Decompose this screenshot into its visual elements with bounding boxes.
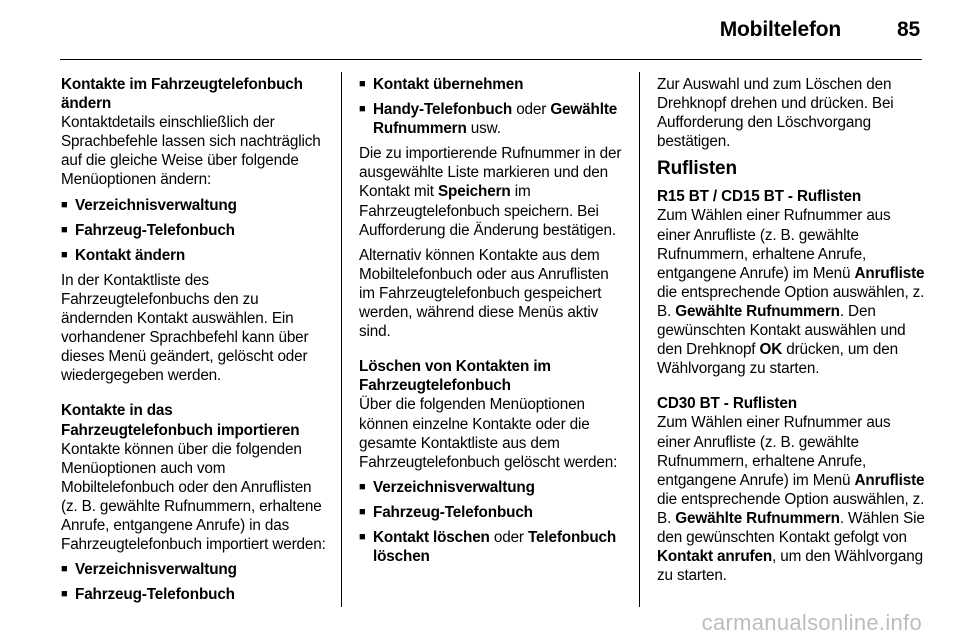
paragraph: In der Kontaktliste des Fahrzeugtelefonbuchs den zu ändernden Kontakt auswählen. Ein vorhandener Sprachbefehl kann über dieses Menü geändert, gelöscht oder wiedergegeben werden. — [61, 271, 309, 385]
bullet-square-icon: ■ — [359, 505, 366, 518]
list-item: ■ Fahrzeug-Telefonbuch — [61, 586, 235, 604]
heading-edit-contacts: Kontakte im Fahrzeugtelefonbuch ändern — [61, 76, 303, 113]
column-divider-1 — [341, 72, 342, 607]
bullet-square-icon: ■ — [359, 530, 366, 543]
heading-cd30-bt: CD30 BT - Ruflisten — [657, 395, 797, 413]
page-header — [720, 18, 920, 42]
list-item: ■ Verzeichnisverwaltung — [61, 196, 237, 214]
paragraph: Kontakte können über die folgenden Menüoptionen auch vom Mobiltelefonbuch oder den Anruflisten (z. B. gewählte Rufnummern, erhaltene Anrufe, entgangene Anrufe) in das Fahrzeugtelefonbuch importiert werden: — [61, 440, 326, 554]
list-item: ■ Fahrzeug-Telefonbuch — [61, 221, 235, 239]
list-item: ■ Kontakt löschen oder Telefonbuch löschen — [359, 528, 617, 566]
paragraph: Kontaktdetails einschließlich der Sprachbefehle lassen sich nachträglich auf die gleiche Weise über folgende Menüoptionen ändern: — [61, 114, 321, 189]
paragraph: Zur Auswahl und zum Löschen den Drehknopf drehen und drücken. Bei Aufforderung den Löschvorgang bestätigen. — [657, 76, 894, 151]
paragraph: Über die folgenden Menüoptionen können einzelne Kontakte oder die gesamte Kontaktliste aus dem Fahrzeugtelefonbuch gelöscht werden: — [359, 396, 618, 471]
bullet-square-icon: ■ — [359, 103, 366, 116]
bullet-square-icon: ■ — [359, 480, 366, 493]
heading-r15-bt: R15 BT / CD15 BT - Ruflisten — [657, 188, 862, 206]
column-divider-2 — [639, 72, 640, 607]
paragraph: Die zu importierende Rufnummer in der ausgewählte Liste markieren und den Kontakt mit Speichern im Fahrzeugtelefonbuch speichern. Bei Aufforderung die Änderung bestätigen. — [359, 145, 622, 239]
list-item: ■ Kontakt übernehmen — [359, 76, 524, 93]
heading-delete-contacts: Löschen von Kontakten im Fahrzeugtelefonbuch — [359, 358, 551, 395]
column-3 — [657, 75, 925, 591]
list-item: ■ Verzeichnisverwaltung — [61, 561, 237, 579]
bullet-square-icon: ■ — [61, 588, 68, 601]
paragraph: Zum Wählen einer Rufnummer aus einer Anrufliste (z. B. gewählte Rufnummern, erhaltene Anrufe, entgangene Anrufe) im Menü Anrufliste die entsprechende Option auswählen, z. B. Gewählte Rufnummern. Wählen Sie den gewünschten Kontakt gefolgt von Kontakt anrufen, um den Wählvorgang zu starten. — [657, 414, 925, 585]
list-item: ■ Handy-Telefonbuch oder Gewählte Rufnummern usw. — [359, 101, 618, 138]
page-number: 85 — [897, 18, 920, 41]
section-title-ruflisten: Ruflisten — [657, 158, 737, 180]
paragraph: Alternativ können Kontakte aus dem Mobiltelefonbuch oder aus Anruflisten im Fahrzeugtelefonbuch gespeichert werden, während diese Menüs aktiv sind. — [359, 246, 609, 341]
bullet-square-icon: ■ — [61, 563, 68, 576]
list-item: ■ Kontakt ändern — [61, 246, 186, 264]
page-title: Mobiltelefon — [719, 18, 842, 41]
heading-import-contacts: Kontakte in das Fahrzeugtelefonbuch importieren — [61, 402, 300, 439]
header-rule — [60, 59, 922, 60]
list-item: ■ Fahrzeug-Telefonbuch — [359, 503, 533, 521]
watermark-text: carmanualsonline.info — [701, 610, 922, 635]
bullet-square-icon: ■ — [359, 78, 366, 90]
bullet-square-icon: ■ — [61, 198, 68, 211]
column-1 — [61, 75, 327, 610]
list-item: ■ Verzeichnisverwaltung — [359, 478, 535, 496]
paragraph: Zum Wählen einer Rufnummer aus einer Anrufliste (z. B. gewählte Rufnummern, erhaltene Anrufe, entgangene Anrufe) im Menü Anrufliste die entsprechende Option auswählen, z. B. Gewählte Rufnummern. Den gewünschten Kontakt auswählen und den Drehknopf OK drücken, um den Wählvorgang zu starten. — [657, 207, 925, 378]
bullet-square-icon: ■ — [61, 223, 68, 236]
column-2 — [359, 75, 625, 572]
bullet-square-icon: ■ — [61, 248, 68, 261]
